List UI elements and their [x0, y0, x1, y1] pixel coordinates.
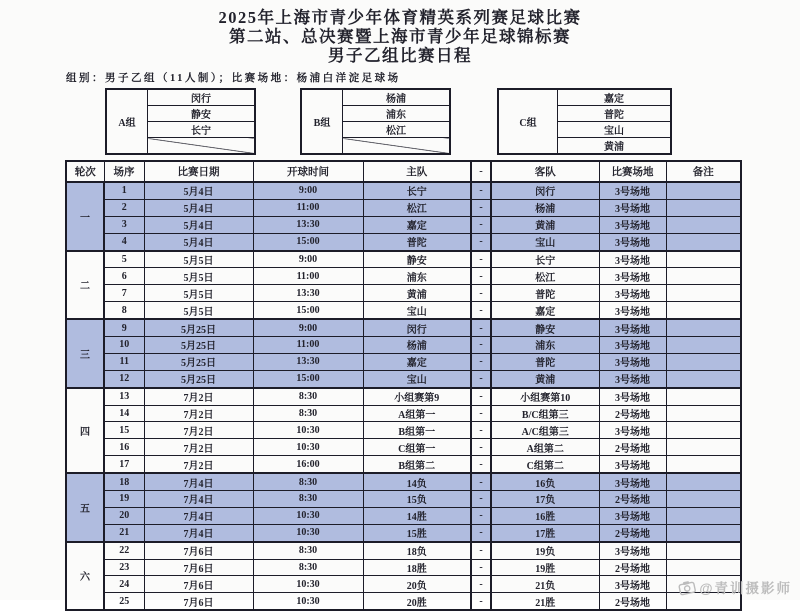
venue-cell: 3号场地 [599, 251, 666, 268]
venue-cell: 2号场地 [599, 593, 666, 610]
group-team-cell: 闵行 [148, 89, 256, 106]
match-row [66, 285, 741, 302]
home-team-cell: 14负 [363, 473, 471, 490]
match-date-cell: 5月4日 [144, 233, 253, 250]
vs-dash-cell: - [471, 285, 491, 302]
vs-dash-cell: - [471, 268, 491, 285]
match-number-cell: 5 [104, 251, 144, 268]
venue-cell: 3号场地 [599, 507, 666, 524]
away-team-cell: 嘉定 [491, 302, 599, 319]
schedule-header-row [66, 161, 741, 182]
match-date-cell: 7月6日 [144, 593, 253, 610]
title-line-2: 第二站、总决赛暨上海市青少年足球锦标赛 [229, 27, 571, 46]
schedule-body [66, 182, 741, 610]
group-label-cell: B组 [301, 89, 343, 154]
match-row [66, 491, 741, 508]
match-row [66, 473, 741, 490]
group-team-cell: 浦东 [343, 106, 451, 122]
match-date-cell: 5月25日 [144, 337, 253, 354]
match-row [66, 182, 741, 199]
group-table-A组 [105, 88, 256, 155]
venue-cell: 3号场地 [599, 473, 666, 490]
venue-cell: 3号场地 [599, 319, 666, 336]
vs-dash-cell: - [471, 405, 491, 422]
away-team-cell: B/C组第三 [491, 405, 599, 422]
home-team-cell: 20负 [363, 576, 471, 593]
match-row [66, 405, 741, 422]
group-table-C组 [497, 88, 672, 155]
match-row [66, 199, 741, 216]
kickoff-time-cell: 9:00 [253, 182, 363, 199]
vs-dash-cell: - [471, 593, 491, 610]
match-row [66, 559, 741, 576]
schedule-header-cell: 备注 [666, 161, 741, 182]
away-team-cell: 长宁 [491, 251, 599, 268]
home-team-cell: 18负 [363, 542, 471, 559]
away-team-cell: 浦东 [491, 337, 599, 354]
away-team-cell: 松江 [491, 268, 599, 285]
kickoff-time-cell: 9:00 [253, 319, 363, 336]
match-date-cell: 7月4日 [144, 507, 253, 524]
match-number-cell: 14 [104, 405, 144, 422]
match-row [66, 353, 741, 370]
note-cell [666, 473, 741, 490]
note-cell [666, 268, 741, 285]
vs-dash-cell: - [471, 388, 491, 405]
vs-dash-cell: - [471, 491, 491, 508]
match-row [66, 388, 741, 405]
document-title [0, 0, 800, 65]
kickoff-time-cell: 8:30 [253, 405, 363, 422]
kickoff-time-cell: 11:00 [253, 268, 363, 285]
vs-dash-cell: - [471, 182, 491, 199]
match-number-cell: 16 [104, 439, 144, 456]
home-team-cell: 宝山 [363, 370, 471, 387]
match-number-cell: 3 [104, 216, 144, 233]
venue-cell: 3号场地 [599, 233, 666, 250]
match-number-cell: 4 [104, 233, 144, 250]
photographer-watermark [679, 577, 792, 597]
home-team-cell: A组第一 [363, 405, 471, 422]
group-label-cell: A组 [106, 89, 148, 154]
match-number-cell: 21 [104, 524, 144, 541]
kickoff-time-cell: 10:30 [253, 576, 363, 593]
home-team-cell: C组第一 [363, 439, 471, 456]
match-date-cell: 5月5日 [144, 268, 253, 285]
kickoff-time-cell: 15:00 [253, 233, 363, 250]
note-cell [666, 370, 741, 387]
venue-cell: 3号场地 [599, 388, 666, 405]
match-row [66, 370, 741, 387]
match-date-cell: 7月2日 [144, 456, 253, 473]
match-row [66, 216, 741, 233]
match-schedule-table [65, 160, 742, 611]
kickoff-time-cell: 13:30 [253, 353, 363, 370]
schedule-header-cell: 场序 [104, 161, 144, 182]
away-team-cell: 19负 [491, 542, 599, 559]
group-team-cell [343, 138, 451, 155]
venue-cell: 3号场地 [599, 199, 666, 216]
home-team-cell: 普陀 [363, 233, 471, 250]
schedule-header-cell: 比赛场地 [599, 161, 666, 182]
match-number-cell: 9 [104, 319, 144, 336]
home-team-cell: 小组赛第9 [363, 388, 471, 405]
match-number-cell: 13 [104, 388, 144, 405]
group-row [106, 89, 255, 106]
away-team-cell: C组第二 [491, 456, 599, 473]
match-number-cell: 25 [104, 593, 144, 610]
home-team-cell: 杨浦 [363, 337, 471, 354]
home-team-cell: 宝山 [363, 302, 471, 319]
home-team-cell: 黄浦 [363, 285, 471, 302]
match-date-cell: 7月4日 [144, 473, 253, 490]
vs-dash-cell: - [471, 216, 491, 233]
home-team-cell: 闵行 [363, 319, 471, 336]
group-team-cell: 杨浦 [343, 89, 451, 106]
match-date-cell: 7月4日 [144, 491, 253, 508]
away-team-cell: 17胜 [491, 524, 599, 541]
note-cell [666, 507, 741, 524]
group-label-cell: C组 [498, 89, 558, 154]
group-team-cell: 静安 [148, 106, 256, 122]
kickoff-time-cell: 10:30 [253, 507, 363, 524]
note-cell [666, 439, 741, 456]
match-date-cell: 5月4日 [144, 216, 253, 233]
venue-cell: 3号场地 [599, 370, 666, 387]
match-row [66, 337, 741, 354]
vs-dash-cell: - [471, 337, 491, 354]
match-row [66, 576, 741, 593]
match-date-cell: 5月25日 [144, 370, 253, 387]
round-label-cell: 四 [66, 388, 104, 473]
schedule-header-cell: 比赛日期 [144, 161, 253, 182]
match-date-cell: 5月5日 [144, 302, 253, 319]
match-number-cell: 23 [104, 559, 144, 576]
kickoff-time-cell: 15:00 [253, 302, 363, 319]
schedule-header-cell: 客队 [491, 161, 599, 182]
kickoff-time-cell: 13:30 [253, 216, 363, 233]
match-date-cell: 5月4日 [144, 182, 253, 199]
home-team-cell: 15负 [363, 491, 471, 508]
match-row [66, 524, 741, 541]
vs-dash-cell: - [471, 353, 491, 370]
match-row [66, 456, 741, 473]
match-row [66, 302, 741, 319]
vs-dash-cell: - [471, 559, 491, 576]
round-label-cell: 六 [66, 542, 104, 611]
vs-dash-cell: - [471, 542, 491, 559]
match-row [66, 542, 741, 559]
away-team-cell: 黄浦 [491, 216, 599, 233]
kickoff-time-cell: 10:30 [253, 524, 363, 541]
match-number-cell: 24 [104, 576, 144, 593]
note-cell [666, 491, 741, 508]
note-cell [666, 319, 741, 336]
match-date-cell: 7月6日 [144, 559, 253, 576]
venue-cell: 2号场地 [599, 491, 666, 508]
match-row [66, 439, 741, 456]
note-cell [666, 251, 741, 268]
match-row [66, 319, 741, 336]
kickoff-time-cell: 8:30 [253, 491, 363, 508]
note-cell [666, 216, 741, 233]
round-label-cell: 三 [66, 319, 104, 388]
match-date-cell: 7月2日 [144, 422, 253, 439]
schedule-header [66, 161, 741, 182]
group-team-cell: 嘉定 [558, 89, 672, 106]
watermark-text: @青训摄影师 [699, 581, 792, 596]
match-row [66, 251, 741, 268]
note-cell [666, 559, 741, 576]
home-team-cell: 静安 [363, 251, 471, 268]
match-number-cell: 1 [104, 182, 144, 199]
kickoff-time-cell: 13:30 [253, 285, 363, 302]
match-row [66, 233, 741, 250]
home-team-cell: 浦东 [363, 268, 471, 285]
schedule-header-cell: 轮次 [66, 161, 104, 182]
match-number-cell: 19 [104, 491, 144, 508]
match-date-cell: 7月4日 [144, 524, 253, 541]
away-team-cell: 21胜 [491, 593, 599, 610]
vs-dash-cell: - [471, 439, 491, 456]
match-row [66, 507, 741, 524]
schedule-header-cell: 主队 [363, 161, 471, 182]
venue-cell: 3号场地 [599, 268, 666, 285]
match-number-cell: 18 [104, 473, 144, 490]
kickoff-time-cell: 8:30 [253, 473, 363, 490]
away-team-cell: 杨浦 [491, 199, 599, 216]
vs-dash-cell: - [471, 473, 491, 490]
note-cell [666, 456, 741, 473]
group-team-cell: 普陀 [558, 106, 672, 122]
away-team-cell: 16负 [491, 473, 599, 490]
note-cell [666, 199, 741, 216]
title-line-3: 男子乙组比赛日程 [328, 46, 472, 65]
venue-cell: 3号场地 [599, 216, 666, 233]
venue-cell: 3号场地 [599, 542, 666, 559]
vs-dash-cell: - [471, 456, 491, 473]
venue-cell: 3号场地 [599, 182, 666, 199]
home-team-cell: B组第二 [363, 456, 471, 473]
away-team-cell: 21负 [491, 576, 599, 593]
schedule-header-cell: - [471, 161, 491, 182]
home-team-cell: 18胜 [363, 559, 471, 576]
match-row [66, 268, 741, 285]
vs-dash-cell: - [471, 199, 491, 216]
venue-cell: 3号场地 [599, 576, 666, 593]
round-label-cell: 五 [66, 473, 104, 542]
vs-dash-cell: - [471, 233, 491, 250]
note-cell [666, 337, 741, 354]
match-number-cell: 12 [104, 370, 144, 387]
note-cell [666, 405, 741, 422]
match-date-cell: 5月25日 [144, 353, 253, 370]
match-number-cell: 8 [104, 302, 144, 319]
kickoff-time-cell: 16:00 [253, 456, 363, 473]
match-date-cell: 5月5日 [144, 285, 253, 302]
title-line-1: 2025年上海市青少年体育精英系列赛足球比赛 [218, 8, 582, 27]
match-date-cell: 5月25日 [144, 319, 253, 336]
vs-dash-cell: - [471, 370, 491, 387]
venue-cell: 2号场地 [599, 405, 666, 422]
venue-cell: 3号场地 [599, 456, 666, 473]
kickoff-time-cell: 11:00 [253, 199, 363, 216]
group-team-cell: 长宁 [148, 122, 256, 138]
match-number-cell: 20 [104, 507, 144, 524]
match-row [66, 593, 741, 610]
note-cell [666, 285, 741, 302]
venue-cell: 3号场地 [599, 422, 666, 439]
note-cell [666, 422, 741, 439]
note-cell [666, 524, 741, 541]
match-date-cell: 7月2日 [144, 388, 253, 405]
match-number-cell: 2 [104, 199, 144, 216]
venue-cell: 2号场地 [599, 524, 666, 541]
match-row [66, 422, 741, 439]
kickoff-time-cell: 8:30 [253, 559, 363, 576]
home-team-cell: 15胜 [363, 524, 471, 541]
vs-dash-cell: - [471, 576, 491, 593]
home-team-cell: B组第一 [363, 422, 471, 439]
venue-cell: 3号场地 [599, 285, 666, 302]
group-row [498, 89, 671, 106]
away-team-cell: 19胜 [491, 559, 599, 576]
group-team-cell: 宝山 [558, 122, 672, 138]
venue-cell: 2号场地 [599, 439, 666, 456]
match-number-cell: 10 [104, 337, 144, 354]
note-cell [666, 302, 741, 319]
match-date-cell: 7月2日 [144, 405, 253, 422]
kickoff-time-cell: 8:30 [253, 542, 363, 559]
away-team-cell: 17负 [491, 491, 599, 508]
away-team-cell: 黄浦 [491, 370, 599, 387]
home-team-cell: 14胜 [363, 507, 471, 524]
home-team-cell: 嘉定 [363, 216, 471, 233]
match-date-cell: 7月6日 [144, 542, 253, 559]
home-team-cell: 20胜 [363, 593, 471, 610]
venue-cell: 3号场地 [599, 337, 666, 354]
vs-dash-cell: - [471, 422, 491, 439]
note-cell [666, 233, 741, 250]
match-number-cell: 7 [104, 285, 144, 302]
home-team-cell: 嘉定 [363, 353, 471, 370]
vs-dash-cell: - [471, 251, 491, 268]
away-team-cell: A组第二 [491, 439, 599, 456]
kickoff-time-cell: 8:30 [253, 388, 363, 405]
home-team-cell: 松江 [363, 199, 471, 216]
group-row [301, 89, 450, 106]
match-date-cell: 7月6日 [144, 576, 253, 593]
venue-cell: 3号场地 [599, 353, 666, 370]
kickoff-time-cell: 9:00 [253, 251, 363, 268]
match-number-cell: 17 [104, 456, 144, 473]
kickoff-time-cell: 10:30 [253, 593, 363, 610]
match-number-cell: 11 [104, 353, 144, 370]
note-cell [666, 182, 741, 199]
vs-dash-cell: - [471, 507, 491, 524]
note-cell [666, 388, 741, 405]
away-team-cell: 静安 [491, 319, 599, 336]
match-date-cell: 7月2日 [144, 439, 253, 456]
away-team-cell: A/C组第三 [491, 422, 599, 439]
match-number-cell: 6 [104, 268, 144, 285]
venue-cell: 2号场地 [599, 559, 666, 576]
kickoff-time-cell: 10:30 [253, 439, 363, 456]
kickoff-time-cell: 10:30 [253, 422, 363, 439]
schedule-header-cell: 开球时间 [253, 161, 363, 182]
round-label-cell: 二 [66, 251, 104, 320]
note-cell [666, 542, 741, 559]
group-team-cell: 松江 [343, 122, 451, 138]
match-date-cell: 5月4日 [144, 199, 253, 216]
group-team-cell [148, 138, 256, 155]
vs-dash-cell: - [471, 302, 491, 319]
groups-row [105, 88, 800, 155]
kickoff-time-cell: 11:00 [253, 337, 363, 354]
away-team-cell: 16胜 [491, 507, 599, 524]
note-cell [666, 353, 741, 370]
away-team-cell: 宝山 [491, 233, 599, 250]
round-label-cell: 一 [66, 182, 104, 251]
match-number-cell: 22 [104, 542, 144, 559]
vs-dash-cell: - [471, 524, 491, 541]
away-team-cell: 普陀 [491, 353, 599, 370]
away-team-cell: 闵行 [491, 182, 599, 199]
group-table-B组 [300, 88, 451, 155]
away-team-cell: 普陀 [491, 285, 599, 302]
camera-icon [678, 579, 696, 595]
away-team-cell: 小组赛第10 [491, 388, 599, 405]
match-number-cell: 15 [104, 422, 144, 439]
match-date-cell: 5月5日 [144, 251, 253, 268]
group-venue-info-line: 组别：男子乙组（11人制）；比赛场地：杨浦白洋淀足球场 [66, 73, 401, 84]
venue-cell: 3号场地 [599, 302, 666, 319]
home-team-cell: 长宁 [363, 182, 471, 199]
vs-dash-cell: - [471, 319, 491, 336]
group-team-cell: 黄浦 [558, 138, 672, 155]
kickoff-time-cell: 15:00 [253, 370, 363, 387]
